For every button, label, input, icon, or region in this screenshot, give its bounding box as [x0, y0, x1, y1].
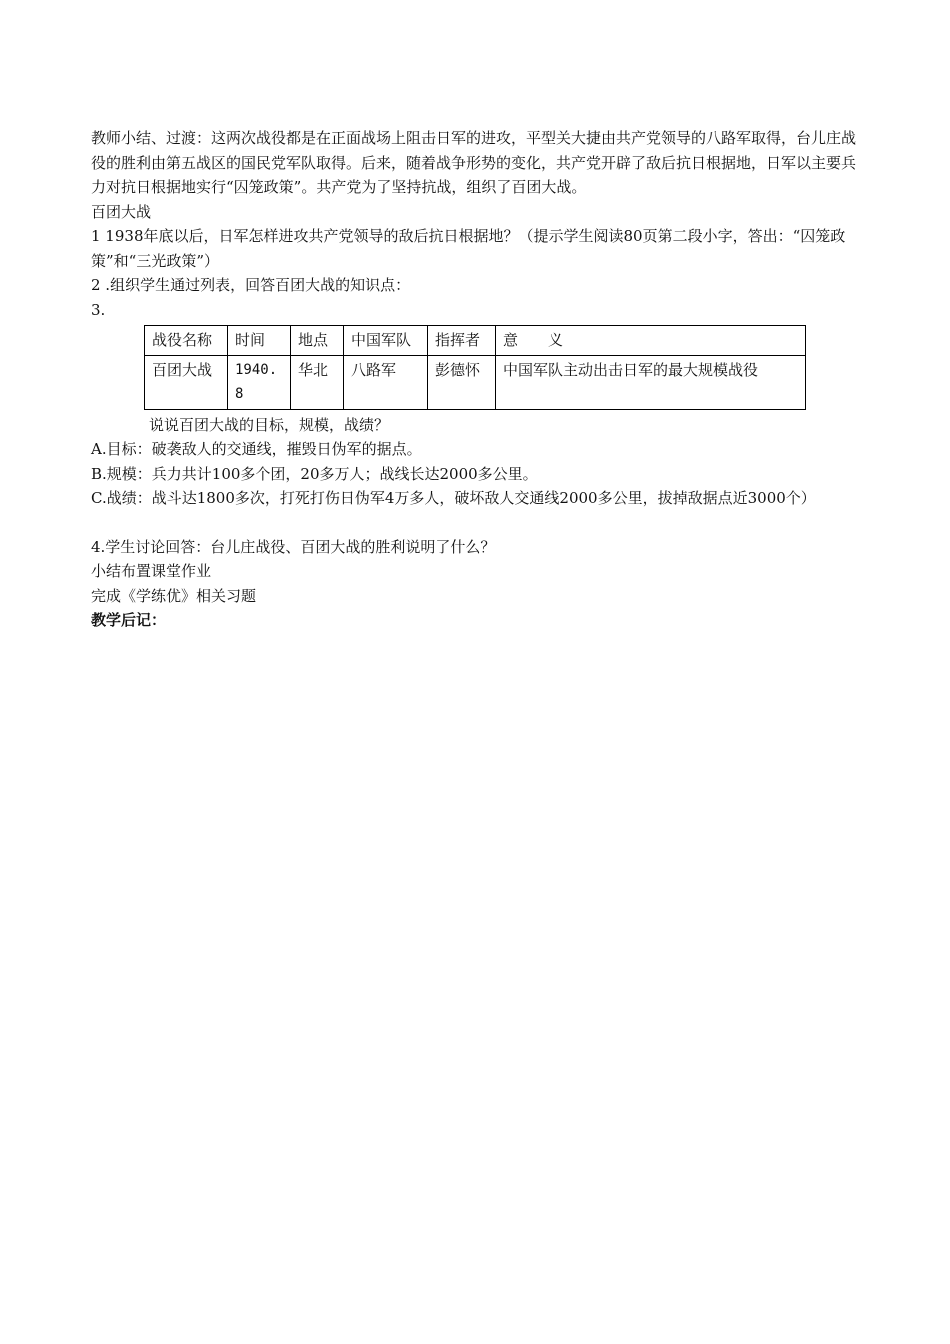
answer-b: B.规模：兵力共计100多个团，20多万人；战线长达2000多公里。 [91, 464, 538, 483]
section-heading: 百团大战 [91, 202, 152, 221]
question-2: 2 .组织学生通过列表，回答百团大战的知识点： [91, 276, 411, 294]
table-header-cell: 中国军队 [344, 326, 428, 356]
table-cell: 八路军 [344, 355, 428, 409]
homework-title: 小结布置课堂作业 [91, 562, 212, 580]
table-cell: 华北 [291, 355, 344, 409]
table-header-cell: 战役名称 [145, 326, 228, 356]
table-header-cell: 指挥者 [428, 326, 496, 356]
battle-table [144, 325, 806, 410]
question-3: 3. [91, 300, 106, 319]
table-row [145, 355, 806, 409]
question-1: 1 1938年底以后，日军怎样进攻共产党领导的敌后抗日根据地？（提示学生阅读80页第二段小字，答出：“囚笼政策”和“三光政策”） [91, 227, 846, 270]
question-4: 4.学生讨论回答：台儿庄战役、百团大战的胜利说明了什么？ [91, 537, 496, 556]
document-body [91, 126, 861, 633]
summary-paragraph: 教师小结、过渡：这两次战役都是在正面战场上阻击日军的进攻，平型关大捷由共产党领导的八路军取得，台儿庄战役的胜利由第五战区的国民党军队取得。后来，随着战争形势的变化，共产党开辟了敌后抗日根据地，日军以主要兵力对抗日根据地实行“囚笼政策”。共产党为了坚持抗战，组织了百团大战。 [91, 129, 857, 196]
table-cell: 1940.8 [228, 355, 291, 409]
table-header-cell: 时间 [228, 326, 291, 356]
table-cell: 中国军队主动出击日军的最大规模战役 [496, 355, 806, 409]
homework-text: 完成《学练优》相关习题 [91, 586, 257, 605]
table-cell: 彭德怀 [428, 355, 496, 409]
table-header-cell: 地点 [291, 326, 344, 356]
table-cell: 百团大战 [145, 355, 228, 409]
table-note: 说说百团大战的目标，规模，战绩？ [149, 415, 390, 434]
afterword-label: 教学后记： [91, 611, 167, 629]
answer-a: A.目标：破袭敌人的交通线，摧毁日伪军的据点。 [91, 440, 422, 458]
spacer [91, 511, 861, 535]
table-header-row [145, 326, 806, 356]
table-header-cell: 意 义 [496, 326, 806, 356]
answer-c: C.战绩：战斗达1800多次，打死打伤日伪军4万多人，破坏敌人交通线2000多公里，拔掉敌据点近3000个） [91, 489, 816, 507]
